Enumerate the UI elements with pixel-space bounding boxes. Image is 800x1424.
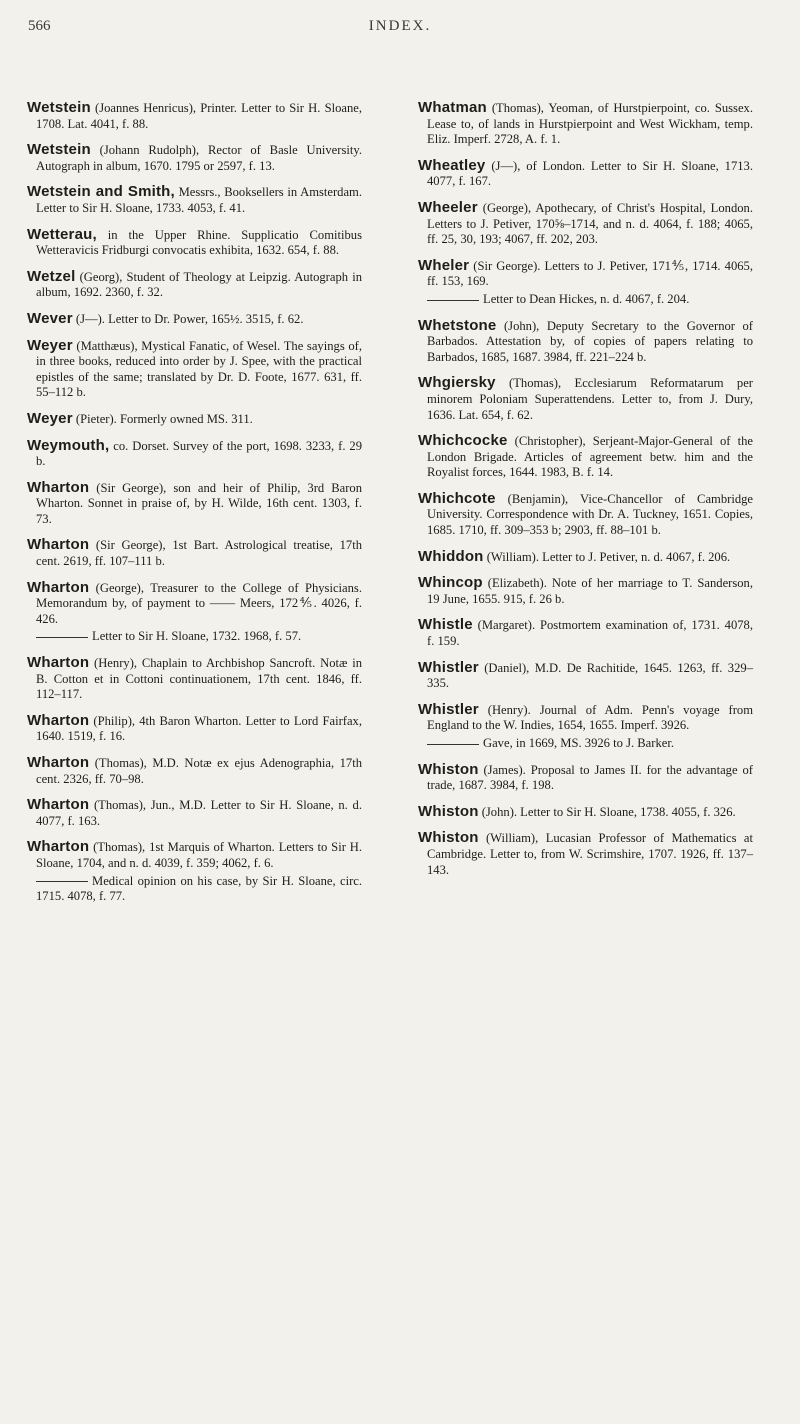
index-entry	[27, 142, 362, 174]
entry-text: (Sir George), 1st Bart. Astrological treatise, 17th cent. 2619, ff. 107–111 b.	[36, 538, 362, 569]
entry-headword: Weyer	[27, 409, 73, 427]
entry-headword: Whgiersky	[418, 374, 496, 392]
entry-headword: Wharton	[27, 654, 90, 672]
entry-text: (Margaret). Postmortem examination of, 1731. 4078, f. 159.	[427, 618, 753, 649]
entry-headword: Wetstein and Smith,	[27, 183, 175, 201]
page-number: 566	[28, 18, 51, 34]
entry-headword: Whiddon	[418, 547, 484, 565]
entry-text: (Johann Rudolph), Rector of Basle University. Autograph in album, 1670. 1795 or 2597, f. 13.	[36, 143, 362, 173]
index-entry	[27, 269, 362, 301]
entry-headword: Wharton	[27, 838, 90, 856]
left-column	[27, 100, 362, 915]
entry-text: (James). Proposal to James II. for the advantage of trade, 1687. 3984, f. 198.	[427, 762, 753, 793]
entry-headword: Weymouth,	[27, 436, 110, 454]
entry-headword: Whichcocke	[418, 432, 508, 450]
page-title: INDEX.	[368, 18, 432, 34]
index-entry	[27, 655, 362, 703]
entry-headword: Whichcote	[418, 489, 496, 507]
entry-text: (William). Letter to J. Petiver, n. d. 4067, f. 206.	[483, 549, 731, 564]
ditto-dash	[427, 744, 479, 745]
entry-text: (Thomas), M.D. Notæ ex ejus Adenographia, 17th cent. 2326, ff. 70–98.	[36, 756, 362, 786]
entry-text: (Henry). Journal of Adm. Penn's voyage from England to the W. Indies, 1654, 1655. Imperf. 3926.	[427, 702, 753, 733]
entry-text: in the Upper Rhine. Supplicatio Comitibus Wetteravicis Fridburgi convocatis exhibita, 1632. 654, f. 88.	[36, 227, 362, 258]
right-column	[418, 100, 753, 888]
index-entry	[27, 311, 362, 328]
index-entry	[27, 227, 362, 259]
index-entry	[27, 438, 362, 470]
entry-text: (Georg), Student of Theology at Leipzig. Autograph in album, 1692. 2360, f. 32.	[36, 269, 362, 300]
entry-text: (John), Deputy Secretary to the Governor of Barbados. Attestation by, of copies of papers relating to Barbados, 1685, 1687. 3984, ff. 221–224 b.	[427, 318, 753, 364]
entry-headword: Wharton	[27, 536, 90, 554]
index-entry	[27, 755, 362, 787]
entry-text: (J—), of London. Letter to Sir H. Sloane, 1713. 4077, f. 167.	[427, 158, 753, 189]
entry-headword: Wharton	[27, 711, 90, 729]
entry-headword: Wheatley	[418, 156, 486, 174]
ditto-dash	[427, 300, 479, 301]
index-entry	[27, 713, 362, 745]
index-entry	[418, 549, 753, 566]
index-entry	[27, 839, 362, 871]
index-entry	[27, 411, 362, 428]
entry-headword: Whatman	[418, 99, 487, 116]
entry-subentry	[27, 874, 362, 905]
entry-subentry	[418, 736, 753, 752]
index-entry	[418, 491, 753, 539]
entry-headword: Wetterau,	[27, 225, 97, 243]
entry-text: Messrs., Booksellers in Amsterdam. Letter to Sir H. Sloane, 1733. 4053, f. 41.	[36, 185, 363, 215]
index-entry	[418, 433, 753, 481]
entry-text: (Benjamin), Vice-Chancellor of Cambridge University. Correspondence with Dr. A. Tuckney, 1651. Copies, 1685. 1710, ff. 309–353 b; 2903, ff. 88–101 b.	[427, 491, 753, 538]
subentry-text: Medical opinion on his case, by Sir H. Sloane, circ. 1715. 4078, f. 77.	[36, 873, 362, 904]
entry-headword: Wetzel	[27, 267, 76, 285]
entry-text: (Thomas), Ecclesiarum Reformatarum per minorem Poloniam Superattendens. Letter to, from J. Dury, 1636. Lat. 654, f. 62.	[427, 376, 753, 422]
entry-headword: Whiston	[418, 829, 479, 847]
entry-text: (Pieter). Formerly owned MS. 311.	[72, 411, 253, 426]
entry-text: (Joannes Henricus), Printer. Letter to Sir H. Sloane, 1708. Lat. 4041, f. 88.	[36, 101, 362, 131]
entry-headword: Wharton	[27, 754, 90, 771]
index-entry	[418, 702, 753, 734]
entry-headword: Wharton	[27, 578, 90, 596]
index-entry	[418, 375, 753, 423]
entry-text: (Thomas), Jun., M.D. Letter to Sir H. Sloane, n. d. 4077, f. 163.	[36, 798, 362, 828]
entry-headword: Wetstein	[27, 99, 91, 116]
index-entry	[418, 318, 753, 366]
index-entry	[418, 762, 753, 794]
entry-text: (Philip), 4th Baron Wharton. Letter to Lord Fairfax, 1640. 1519, f. 16.	[36, 713, 362, 744]
index-entry	[27, 797, 362, 829]
subentry-text: Letter to Dean Hickes, n. d. 4067, f. 204.	[483, 291, 690, 306]
entry-text: co. Dorset. Survey of the port, 1698. 3233, f. 29 b.	[36, 438, 362, 469]
entry-headword: Wheeler	[418, 198, 478, 216]
entry-text: (John). Letter to Sir H. Sloane, 1738. 4055, f. 326.	[478, 804, 736, 819]
page-header	[0, 18, 800, 44]
subentry-text: Gave, in 1669, MS. 3926 to J. Barker.	[483, 736, 674, 750]
entry-subentry	[418, 292, 753, 308]
entry-headword: Whincop	[418, 574, 483, 592]
entry-headword: Weyer	[27, 336, 73, 354]
entry-text: (Thomas), Yeoman, of Hurstpierpoint, co. Sussex. Lease to, of lands in Hurstpierpoint and West Wickham, temp. Eliz. Imperf. 2728, A. f. 1.	[427, 101, 753, 147]
entry-text: (J—). Letter to Dr. Power, 165½. 3515, f. 62.	[72, 311, 304, 326]
ditto-dash	[36, 881, 88, 882]
entry-text: (Elizabeth). Note of her marriage to T. Sanderson, 19 June, 1655. 915, f. 26 b.	[427, 576, 753, 606]
index-entry	[418, 200, 753, 248]
entry-text: (William), Lucasian Professor of Mathematics at Cambridge. Letter to, from W. Scrimshire, 1707. 1926, ff. 137–143.	[427, 831, 753, 877]
entry-text: (Daniel), M.D. De Rachitide, 1645. 1263, ff. 329–335.	[427, 660, 753, 691]
entry-headword: Wharton	[27, 478, 90, 496]
entry-headword: Wetstein	[27, 141, 91, 159]
entry-text: (George), Treasurer to the College of Physicians. Memorandum by, of payment to —— Meers, 172⅘. 4026, f. 426.	[36, 580, 362, 626]
index-entry	[418, 258, 753, 290]
entry-text: (Thomas), 1st Marquis of Wharton. Letters to Sir H. Sloane, 1704, and n. d. 4039, f. 359; 4062, f. 6.	[36, 840, 362, 870]
entry-headword: Whiston	[418, 760, 479, 778]
index-entry	[418, 575, 753, 607]
index-entry	[418, 617, 753, 649]
index-entry	[418, 158, 753, 190]
entry-headword: Whistler	[418, 700, 479, 718]
index-entry	[27, 184, 362, 216]
index-entry	[418, 830, 753, 878]
entry-headword: Whistler	[418, 658, 479, 676]
index-entry	[27, 100, 362, 132]
entry-text: (Sir George). Letters to J. Petiver, 171⅘, 1714. 4065, ff. 153, 169.	[427, 258, 753, 289]
entry-headword: Whistle	[418, 616, 473, 634]
index-entry	[27, 338, 362, 401]
index-entry	[27, 537, 362, 569]
entry-headword: Whetstone	[418, 316, 497, 334]
entry-subentry	[27, 629, 362, 645]
entry-headword: Wheler	[418, 256, 470, 274]
index-entry	[27, 480, 362, 528]
entry-text: (Matthæus), Mystical Fanatic, of Wesel. The sayings of, in three books, reduced into order by J. Spee, with the practical epistles of the same; translated by Dr. D. Foote, 1677. 631, ff. 55–112 b.	[36, 338, 362, 400]
entry-text: (Henry), Chaplain to Archbishop Sancroft. Notæ in B. Cotton et in Cottoni continuationem, 17th cent. 1846, ff. 112–117.	[36, 656, 362, 702]
ditto-dash	[36, 637, 88, 638]
entry-text: (Sir George), son and heir of Philip, 3rd Baron Wharton. Sonnet in praise of, by H. Wilde, 16th cent. 1303, f. 73.	[36, 480, 362, 526]
entry-headword: Whiston	[418, 802, 479, 820]
entry-headword: Wever	[27, 309, 73, 327]
index-entry	[27, 580, 362, 628]
entry-headword: Wharton	[27, 796, 90, 814]
entry-text: (George), Apothecary, of Christ's Hospital, London. Letters to J. Petiver, 170⅝–1714, and n. d. 4064, f. 188; 4065, ff. 25, 30, 193; 4067, ff. 202, 203.	[427, 200, 753, 247]
index-entry	[418, 660, 753, 692]
subentry-text: Letter to Sir H. Sloane, 1732. 1968, f. 57.	[92, 629, 302, 644]
index-entry	[418, 804, 753, 821]
entry-text: (Christopher), Serjeant-Major-General of the London Brigade. Articles of agreement betw. him and the Royalist forces, 1644. 1983, B. f. 14.	[427, 434, 753, 480]
index-entry	[418, 100, 753, 148]
